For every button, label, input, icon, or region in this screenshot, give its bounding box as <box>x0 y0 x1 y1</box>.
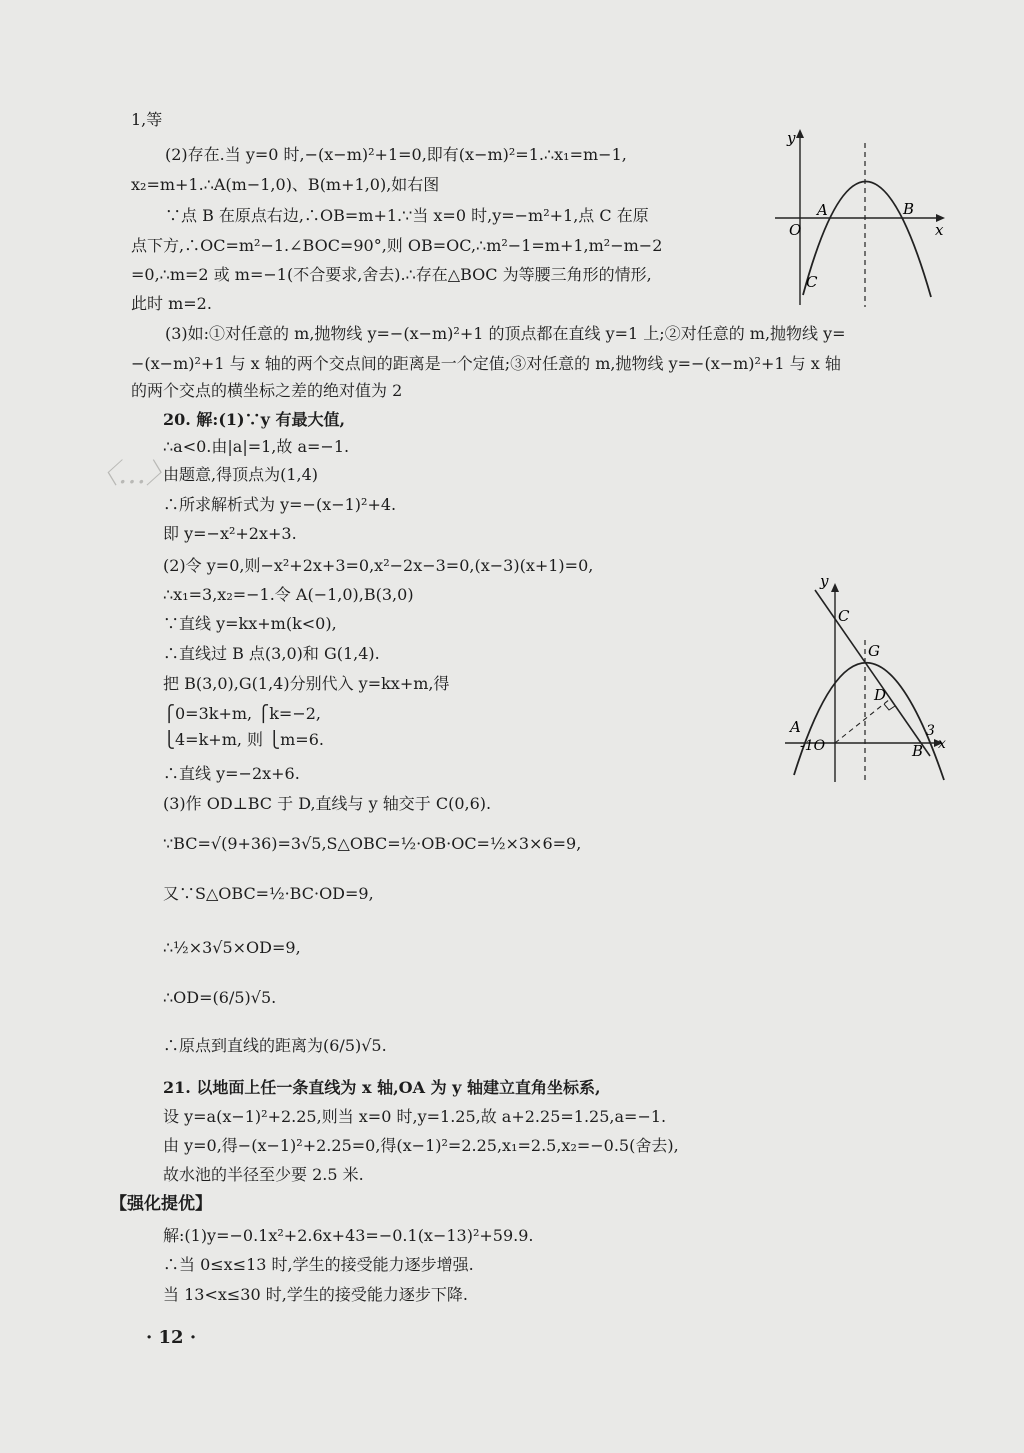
text-line: ∴所求解析式为 y=−(x−1)²+4. <box>163 495 397 514</box>
text-line: ∵直线 y=kx+m(k<0), <box>163 614 337 633</box>
parabola-curve <box>794 663 944 780</box>
text-line: 1,等 <box>131 110 163 129</box>
system-of-equations-line-1: ⎧0=3k+m, ⎧k=−2, <box>163 704 321 723</box>
text-line: ∴a<0.由|a|=1,故 a=−1. <box>163 437 350 456</box>
y-axis-arrow-icon <box>831 583 839 592</box>
label-A: A <box>817 201 828 219</box>
text-line: ∵点 B 在原点右边,∴OB=m+1.∵当 x=0 时,y=−m²+1,点 C 在原 <box>165 206 649 225</box>
label-y: y <box>820 572 829 590</box>
text-line: 设 y=a(x−1)²+2.25,则当 x=0 时,y=1.25,故 a+2.25=1.25,a=−1. <box>163 1107 667 1126</box>
label-x: x <box>938 736 946 752</box>
section-heading-strengthen: 【强化提优】 <box>110 1194 212 1214</box>
right-angle-mark <box>884 704 895 710</box>
text-line: 故水池的半径至少要 2.5 米. <box>163 1165 364 1184</box>
text-line: 由 y=0,得−(x−1)²+2.25=0,得(x−1)²=2.25,x₁=2.5,x₂=−0.5(舍去), <box>163 1136 679 1155</box>
label-O: -1O <box>800 738 826 754</box>
text-line: (3)如:①对任意的 m,抛物线 y=−(x−m)²+1 的顶点都在直线 y=1 上;②对任意的 m,抛物线 y= <box>165 324 846 343</box>
label-C: C <box>838 607 850 625</box>
text-line: ∴x₁=3,x₂=−1.令 A(−1,0),B(3,0) <box>163 585 414 604</box>
problem-20-heading: 20. 解:(1)∵y 有最大值, <box>163 410 346 429</box>
figure-parabola-2 <box>780 570 960 785</box>
label-A: A <box>790 718 801 736</box>
text-line: 由题意,得顶点为(1,4) <box>163 465 319 484</box>
label-D: D <box>874 686 887 704</box>
figure-parabola-1 <box>775 125 965 310</box>
problem-21-heading: 21. 以地面上任一条直线为 x 轴,OA 为 y 轴建立直角坐标系, <box>163 1078 601 1097</box>
label-O: O <box>789 221 802 239</box>
text-line: ∴½×3√5×OD=9, <box>163 938 301 957</box>
y-axis-arrow-icon <box>796 129 804 138</box>
text-line: 点下方,∴OC=m²−1.∠BOC=90°,则 OB=OC,∴m²−1=m+1,m²−m−2 <box>131 236 663 255</box>
text-line: x₂=m+1.∴A(m−1,0)、B(m+1,0),如右图 <box>131 175 440 194</box>
text-line: ∴当 0≤x≤13 时,学生的接受能力逐步增强. <box>163 1255 474 1274</box>
page-number: · 12 · <box>146 1327 197 1348</box>
text-line: ∴OD=(6/5)√5. <box>163 988 277 1007</box>
text-line: =0,∴m=2 或 m=−1(不合要求,舍去).∴存在△BOC 为等腰三角形的情形, <box>131 265 652 284</box>
text-line: ∴直线 y=−2x+6. <box>163 764 300 783</box>
text-line: (2)令 y=0,则−x²+2x+3=0,x²−2x−3=0,(x−3)(x+1)=0, <box>163 556 594 575</box>
label-G: G <box>868 642 880 660</box>
segment-OD <box>835 699 890 743</box>
text-line: ∵BC=√(9+36)=3√5,S△OBC=½·OB·OC=½×3×6=9, <box>163 834 582 853</box>
label-y: y <box>787 129 796 147</box>
label-x: x <box>935 221 944 239</box>
bleed-through-handwriting: 〈…〉 <box>90 457 175 490</box>
label-B: B <box>912 742 924 760</box>
text-line: 当 13<x≤30 时,学生的接受能力逐步下降. <box>163 1285 468 1304</box>
text-line: 即 y=−x²+2x+3. <box>163 524 297 543</box>
text-line: 又∵S△OBC=½·BC·OD=9, <box>163 884 374 903</box>
text-line: ∴直线过 B 点(3,0)和 G(1,4). <box>163 644 380 663</box>
text-line: ∴原点到直线的距离为(6/5)√5. <box>163 1036 387 1055</box>
label-3: 3 <box>926 723 935 739</box>
line-BC <box>815 590 930 756</box>
text-line: 把 B(3,0),G(1,4)分别代入 y=kx+m,得 <box>163 674 450 693</box>
label-C: C <box>806 273 818 291</box>
parabola-curve <box>803 181 931 297</box>
text-line: (3)作 OD⊥BC 于 D,直线与 y 轴交于 C(0,6). <box>163 794 492 813</box>
text-line: −(x−m)²+1 与 x 轴的两个交点间的距离是一个定值;③对任意的 m,抛物线 y=−(x−m)²+1 与 x 轴 <box>131 354 841 373</box>
text-line: 此时 m=2. <box>131 294 212 313</box>
label-B: B <box>903 200 915 218</box>
system-of-equations-line-2: ⎩4=k+m, 则 ⎩m=6. <box>163 730 324 749</box>
text-line: 解:(1)y=−0.1x²+2.6x+43=−0.1(x−13)²+59.9. <box>163 1226 534 1245</box>
text-line: 的两个交点的横坐标之差的绝对值为 2 <box>131 381 403 400</box>
text-line: (2)存在.当 y=0 时,−(x−m)²+1=0,即有(x−m)²=1.∴x₁=m−1, <box>165 145 627 164</box>
